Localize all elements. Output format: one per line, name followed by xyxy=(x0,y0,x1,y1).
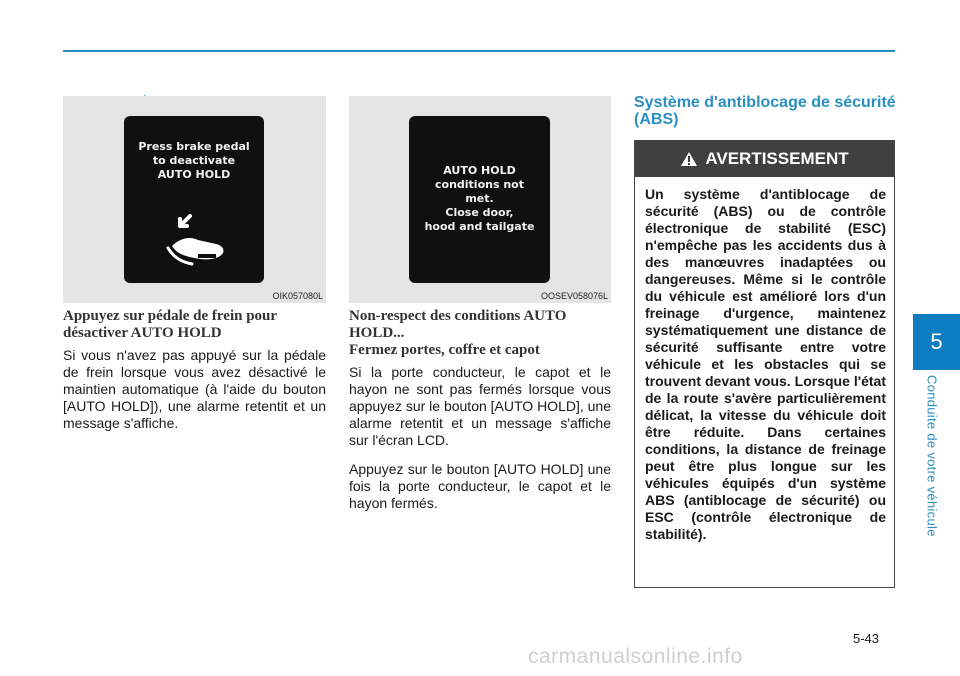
warning-box xyxy=(634,140,895,588)
footer-watermark[interactable]: carmanualsonline.info xyxy=(528,645,743,668)
figure-code: OIK057080L xyxy=(272,291,323,301)
figure-code: OOSEV058076L xyxy=(540,291,608,301)
warning-header xyxy=(635,141,894,177)
lcd-screen xyxy=(124,116,264,283)
section-heading: Non-respect des conditions AUTO HOLD... Fermez portes, coffre et capot xyxy=(349,308,567,358)
warning-text: Un système d'antiblocage de sécurité (ABS) ou de contrôle électronique de stabilité (ESC) n'empêche pas les accidents dus à des manœuvres inadaptées ou dangereuses. Même si le contrôle du véhicule est amélioré lors d'un freinage d'urgence, maintenez systématiquement une distance de sécurité suffisante entre votre véhicule et les obstacles qui se trouvent devant vous. Lorsque l'état de la route s'avère particulièrement délicat, la vitesse du véhicule doit être réduite. Dans certaines conditions, la distance de freinage peut être plus longue sur les véhicules équipés d'un système ABS (antiblocage de sécurité) ou ESC (contrôle électronique de stabilité). xyxy=(645,186,886,542)
figure-auto-hold-conditions xyxy=(349,96,611,303)
warning-title: AVERTISSEMENT xyxy=(705,149,849,168)
warning-triangle-icon xyxy=(680,151,698,167)
brake-pedal-icon xyxy=(164,208,234,268)
chapter-label: Conduite de votre véhicule xyxy=(924,375,940,537)
body-paragraph: Appuyez sur le bouton [AUTO HOLD] une fois la porte conducteur, le capot et le hayon fermés. xyxy=(349,461,611,511)
screen-message: Press brake pedal to deactivate AUTO HOLD xyxy=(138,140,250,181)
lcd-screen xyxy=(409,116,550,283)
screen-message: AUTO HOLD conditions not met. Close door, hood and tailgate xyxy=(424,164,535,233)
figure-brake-pedal xyxy=(63,96,326,303)
middle-column xyxy=(349,308,611,512)
section-heading: Appuyez sur pédale de frein pour désactiver AUTO HOLD xyxy=(63,308,277,341)
abs-section-title: Système d'antiblocage de sécurité (ABS) xyxy=(634,94,896,128)
body-paragraph: Si vous n'avez pas appuyé sur la pédale de frein lorsque vous avez désactivé le maintien automatique (à l'aide du bouton [AUTO HOLD]), une alarme retentit et un message s'affiche. xyxy=(63,347,326,431)
left-column xyxy=(63,308,326,432)
page-number: 5-43 xyxy=(853,631,880,646)
body-paragraph: Si la porte conducteur, le capot et le hayon ne sont pas fermés lorsque vous appuyez sur le bouton [AUTO HOLD], une alarme retentit et un message s'affiche sur l'écran LCD. xyxy=(349,364,611,448)
top-rule xyxy=(63,50,895,52)
chapter-tab[interactable]: 5 xyxy=(913,314,960,370)
